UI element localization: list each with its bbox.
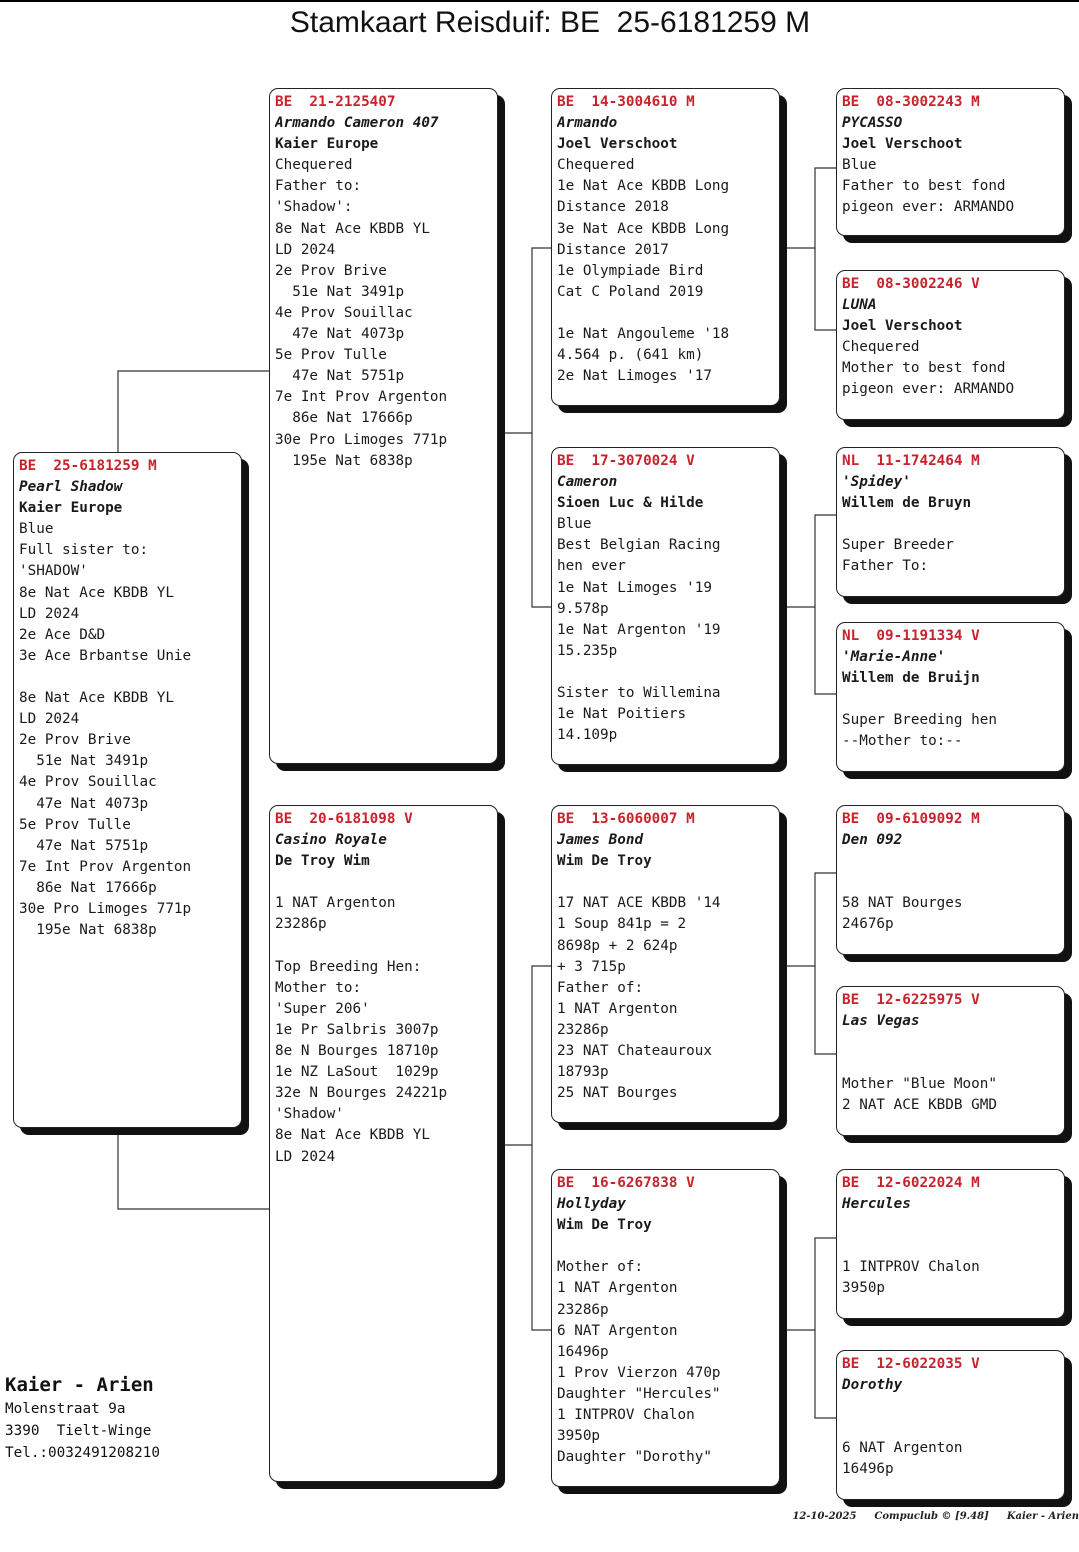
pedigree-line: 18793p — [557, 1064, 609, 1081]
pedigree-line: 1e NZ LaSout 1029p — [275, 1064, 439, 1081]
pedigree-line: Mother to best fond — [842, 360, 1006, 377]
card-sire — [269, 88, 498, 764]
pedigree-line: 4e Prov Souillac — [275, 304, 413, 321]
pedigree-line: 9.578p — [557, 600, 609, 617]
pedigree-line: Father of: — [557, 979, 644, 996]
pedigree-line: 6 NAT Argenton — [557, 1322, 678, 1339]
pedigree-line: Sister to Willemina — [557, 685, 721, 702]
pedigree-line: 7e Int Prov Argenton — [275, 389, 448, 406]
pedigree-line: Mother to: — [275, 979, 362, 996]
pedigree-line: + 3 715p — [557, 958, 626, 975]
pedigree-line — [557, 1236, 775, 1257]
pedigree-line: 2e Nat Limoges '17 — [557, 368, 712, 385]
pedigree-line: Father to: — [275, 178, 362, 195]
pedigree-line: 5e Prov Tulle — [19, 816, 131, 833]
pedigree-line: 8e Nat Ace KBDB YL — [275, 220, 430, 237]
pedigree-line: pigeon ever: ARMANDO — [842, 381, 1015, 398]
pedigree-line: Mother "Blue Moon" — [842, 1076, 997, 1093]
pedigree-line: 5e Prov Tulle — [275, 347, 387, 364]
pedigree-line — [842, 872, 1060, 893]
breeder-address: Molenstraat 9a — [5, 1401, 126, 1417]
pedigree-line: 58 NAT Bourges — [842, 895, 963, 912]
breeder-name: Kaier - Arien — [5, 1374, 154, 1396]
pedigree-line: Cat C Poland 2019 — [557, 283, 704, 300]
card-sire-sire-sire — [836, 88, 1065, 236]
pedigree-line: 1e Nat Argenton '19 — [557, 621, 721, 638]
card-sire-sire-dam — [836, 270, 1065, 420]
pigeon-name: Cameron — [557, 474, 618, 491]
pedigree-line: 16496p — [557, 1343, 609, 1360]
loft-name — [842, 1215, 1060, 1236]
pedigree-line: Distance 2017 — [557, 241, 669, 258]
pedigree-line: 4.564 p. (641 km) — [557, 347, 704, 364]
ring-number: BE 08-3002243 M — [842, 94, 980, 110]
footer — [774, 1511, 1079, 1522]
pedigree-line: 16496p — [842, 1461, 894, 1478]
pedigree-line: 32e N Bourges 24221p — [275, 1085, 448, 1102]
pedigree-line: 51e Nat 3491p — [19, 753, 149, 770]
ring-number: BE 16-6267838 V — [557, 1175, 695, 1191]
pigeon-name: Dorothy — [842, 1377, 903, 1394]
footer-owner: Kaier - Arien — [1006, 1511, 1079, 1522]
pedigree-line: 8e Nat Ace KBDB YL — [19, 584, 174, 601]
pedigree-line: 1e Pr Salbris 3007p — [275, 1021, 439, 1038]
pedigree-line: 8e Nat Ace KBDB YL — [275, 1127, 430, 1144]
ring-number: BE 09-6109092 M — [842, 811, 980, 827]
pedigree-line: Father to best fond — [842, 178, 1006, 195]
pedigree-line: 47e Nat 5751p — [19, 837, 149, 854]
footer-date: 12-10-2025 — [792, 1511, 857, 1522]
pedigree-line: Best Belgian Racing — [557, 537, 721, 554]
pedigree-line: 23286p — [557, 1021, 609, 1038]
card-sire-dam-sire — [836, 447, 1065, 597]
pedigree-line — [557, 872, 775, 893]
card-dam-dam-dam — [836, 1350, 1065, 1500]
pigeon-name: Hollyday — [557, 1196, 626, 1213]
pedigree-line: 1 INTPROV Chalon — [842, 1259, 980, 1276]
pedigree-line: 1e Nat Angouleme '18 — [557, 326, 730, 343]
card-dam-sire-sire — [836, 805, 1065, 955]
pedigree-line: 47e Nat 4073p — [19, 795, 149, 812]
pedigree-line: 7e Int Prov Argenton — [19, 858, 192, 875]
page-title: Stamkaart Reisduif: BE 25-6181259 M — [289, 6, 811, 39]
ring-number: BE 12-6022035 V — [842, 1356, 980, 1372]
pedigree-line: Father To: — [842, 558, 929, 575]
breeder-phone: Tel.:0032491208210 — [5, 1445, 160, 1461]
pedigree-line: --Mother to:-- — [842, 733, 963, 750]
pedigree-line: 4e Prov Souillac — [19, 774, 157, 791]
pedigree-line: 23286p — [557, 1301, 609, 1318]
ring-number: NL 09-1191334 V — [842, 628, 980, 644]
card-dam-dam-sire — [836, 1169, 1065, 1319]
loft-name — [842, 851, 1060, 872]
pedigree-line: 86e Nat 17666p — [275, 410, 413, 427]
pedigree-line — [557, 662, 775, 683]
pedigree-line: 8698p + 2 624p — [557, 937, 678, 954]
loft-name: Joel Verschoot — [557, 136, 678, 153]
pedigree-line: 'Super 206' — [275, 1000, 370, 1017]
pedigree-line: Chequered — [275, 157, 353, 174]
pedigree-line: 3e Nat Ace KBDB Long — [557, 220, 730, 237]
loft-name: Wim De Troy — [557, 1217, 652, 1234]
pedigree-line: 17 NAT ACE KBDB '14 — [557, 895, 721, 912]
loft-name: Kaier Europe — [19, 500, 123, 517]
pedigree-line: 3950p — [842, 1280, 886, 1297]
pedigree-line: Mother of: — [557, 1259, 644, 1276]
pedigree-line: hen ever — [557, 558, 626, 575]
pedigree-line: 1e Nat Limoges '19 — [557, 579, 712, 596]
pedigree-line: LD 2024 — [19, 605, 80, 622]
pedigree-line: Chequered — [557, 157, 635, 174]
pedigree-line: 195e Nat 6838p — [19, 922, 157, 939]
pedigree-line: 'Shadow' — [275, 1106, 344, 1123]
loft-name: Willem de Bruyn — [842, 495, 972, 512]
pedigree-line: 8e N Bourges 18710p — [275, 1043, 439, 1060]
pedigree-line — [842, 1236, 1060, 1257]
card-sire-sire — [551, 88, 780, 406]
pedigree-line: Distance 2018 — [557, 199, 669, 216]
pedigree-line — [275, 872, 493, 893]
pigeon-name: 'Spidey' — [842, 474, 911, 491]
pedigree-line: Daughter "Dorothy" — [557, 1449, 712, 1466]
pedigree-line: 25 NAT Bourges — [557, 1085, 678, 1102]
pedigree-line — [842, 689, 1060, 710]
pedigree-line: 30e Pro Limoges 771p — [275, 431, 448, 448]
pigeon-name: Hercules — [842, 1196, 911, 1213]
ring-number: BE 25-6181259 M — [19, 458, 157, 474]
pedigree-line: pigeon ever: ARMANDO — [842, 199, 1015, 216]
pigeon-name: Armando Cameron 407 — [275, 115, 439, 132]
ring-number: BE 21-2125407 — [275, 94, 396, 110]
pedigree-line: 1 NAT Argenton — [557, 1280, 678, 1297]
pedigree-line: 24676p — [842, 916, 894, 933]
ring-number: BE 17-3070024 V — [557, 453, 695, 469]
loft-name — [842, 1032, 1060, 1053]
pigeon-name: PYCASSO — [842, 115, 903, 132]
pedigree-line: LD 2024 — [19, 711, 80, 728]
loft-name: Kaier Europe — [275, 136, 379, 153]
ring-number: BE 20-6181098 V — [275, 811, 413, 827]
ring-number: BE 14-3004610 M — [557, 94, 695, 110]
pedigree-line: 2e Prov Brive — [19, 732, 131, 749]
pedigree-line: 'Shadow': — [275, 199, 353, 216]
pedigree-line: 1e Nat Ace KBDB Long — [557, 178, 730, 195]
pigeon-name: Den 092 — [842, 832, 903, 849]
loft-name: Sioen Luc & Hilde — [557, 495, 704, 512]
card-dam-sire — [551, 805, 780, 1123]
pedigree-line: Chequered — [842, 339, 920, 356]
pedigree-line — [557, 303, 775, 324]
pedigree-line: 23 NAT Chateauroux — [557, 1043, 712, 1060]
pedigree-line — [842, 1417, 1060, 1438]
pedigree-line: Blue — [557, 516, 592, 533]
loft-name: Willem de Bruijn — [842, 670, 980, 687]
pedigree-line: Daughter "Hercules" — [557, 1385, 721, 1402]
pedigree-line: 1 NAT Argenton — [557, 1000, 678, 1017]
breeder-info — [5, 1372, 160, 1464]
pedigree-line: 30e Pro Limoges 771p — [19, 900, 192, 917]
pedigree-line: 2e Prov Brive — [275, 262, 387, 279]
pedigree-line: 'SHADOW' — [19, 563, 88, 580]
card-sire-dam — [551, 447, 780, 765]
ring-number: BE 08-3002246 V — [842, 276, 980, 292]
card-subject — [13, 452, 242, 1128]
pedigree-line: 1 Soup 841p = 2 — [557, 916, 687, 933]
pedigree-line: 47e Nat 5751p — [275, 368, 405, 385]
pedigree-line: Blue — [842, 157, 877, 174]
pedigree-line: Super Breeder — [842, 537, 954, 554]
pedigree-line: 195e Nat 6838p — [275, 452, 413, 469]
breeder-city: 3390 Tielt-Winge — [5, 1423, 152, 1439]
pedigree-line: Full sister to: — [19, 542, 149, 559]
ring-number: BE 12-6022024 M — [842, 1175, 980, 1191]
pigeon-name: LUNA — [842, 297, 877, 314]
footer-software: Compuclub © [9.48] — [874, 1511, 989, 1522]
loft-name: De Troy Wim — [275, 853, 370, 870]
pedigree-line: 86e Nat 17666p — [19, 879, 157, 896]
pedigree-line: 14.109p — [557, 727, 618, 744]
pigeon-name: James Bond — [557, 832, 644, 849]
loft-name — [842, 1396, 1060, 1417]
pedigree-line — [19, 667, 237, 688]
pedigree-line: 2e Ace D&D — [19, 626, 106, 643]
pedigree-line: 1 Prov Vierzon 470p — [557, 1364, 721, 1381]
pigeon-name: Armando — [557, 115, 618, 132]
loft-name: Joel Verschoot — [842, 136, 963, 153]
pedigree-line: 3950p — [557, 1428, 601, 1445]
ring-number: BE 13-6060007 M — [557, 811, 695, 827]
pedigree-line: 1 NAT Argenton — [275, 895, 396, 912]
pedigree-line: Top Breeding Hen: — [275, 958, 422, 975]
pedigree-line: 3e Ace Brbantse Unie — [19, 647, 192, 664]
card-dam-sire-dam — [836, 986, 1065, 1136]
ring-number: BE 12-6225975 V — [842, 992, 980, 1008]
pedigree-line: Blue — [19, 521, 54, 538]
loft-name: Wim De Troy — [557, 853, 652, 870]
pedigree-line: Super Breeding hen — [842, 712, 997, 729]
pedigree-line: LD 2024 — [275, 241, 336, 258]
card-sire-dam-dam — [836, 622, 1065, 772]
pedigree-line: 1 INTPROV Chalon — [557, 1407, 695, 1424]
pedigree-line: 1e Olympiade Bird — [557, 262, 704, 279]
pigeon-name: Las Vegas — [842, 1013, 920, 1030]
pedigree-line — [842, 1053, 1060, 1074]
pedigree-line: 6 NAT Argenton — [842, 1440, 963, 1457]
pedigree-line: 1e Nat Poitiers — [557, 706, 687, 723]
pedigree-line: 15.235p — [557, 642, 618, 659]
card-dam-dam — [551, 1169, 780, 1487]
pigeon-name: Pearl Shadow — [19, 479, 123, 496]
pedigree-line: 8e Nat Ace KBDB YL — [19, 690, 174, 707]
pedigree-line: 51e Nat 3491p — [275, 283, 405, 300]
pigeon-name: 'Marie-Anne' — [842, 649, 946, 666]
pedigree-line: 47e Nat 4073p — [275, 326, 405, 343]
loft-name: Joel Verschoot — [842, 318, 963, 335]
pedigree-line: 2 NAT ACE KBDB GMD — [842, 1097, 997, 1114]
card-dam — [269, 805, 498, 1482]
pedigree-line — [842, 514, 1060, 535]
pigeon-name: Casino Royale — [275, 832, 387, 849]
pedigree-line: LD 2024 — [275, 1148, 336, 1165]
pedigree-line — [275, 936, 493, 957]
pedigree-line: 23286p — [275, 916, 327, 933]
ring-number: NL 11-1742464 M — [842, 453, 980, 469]
